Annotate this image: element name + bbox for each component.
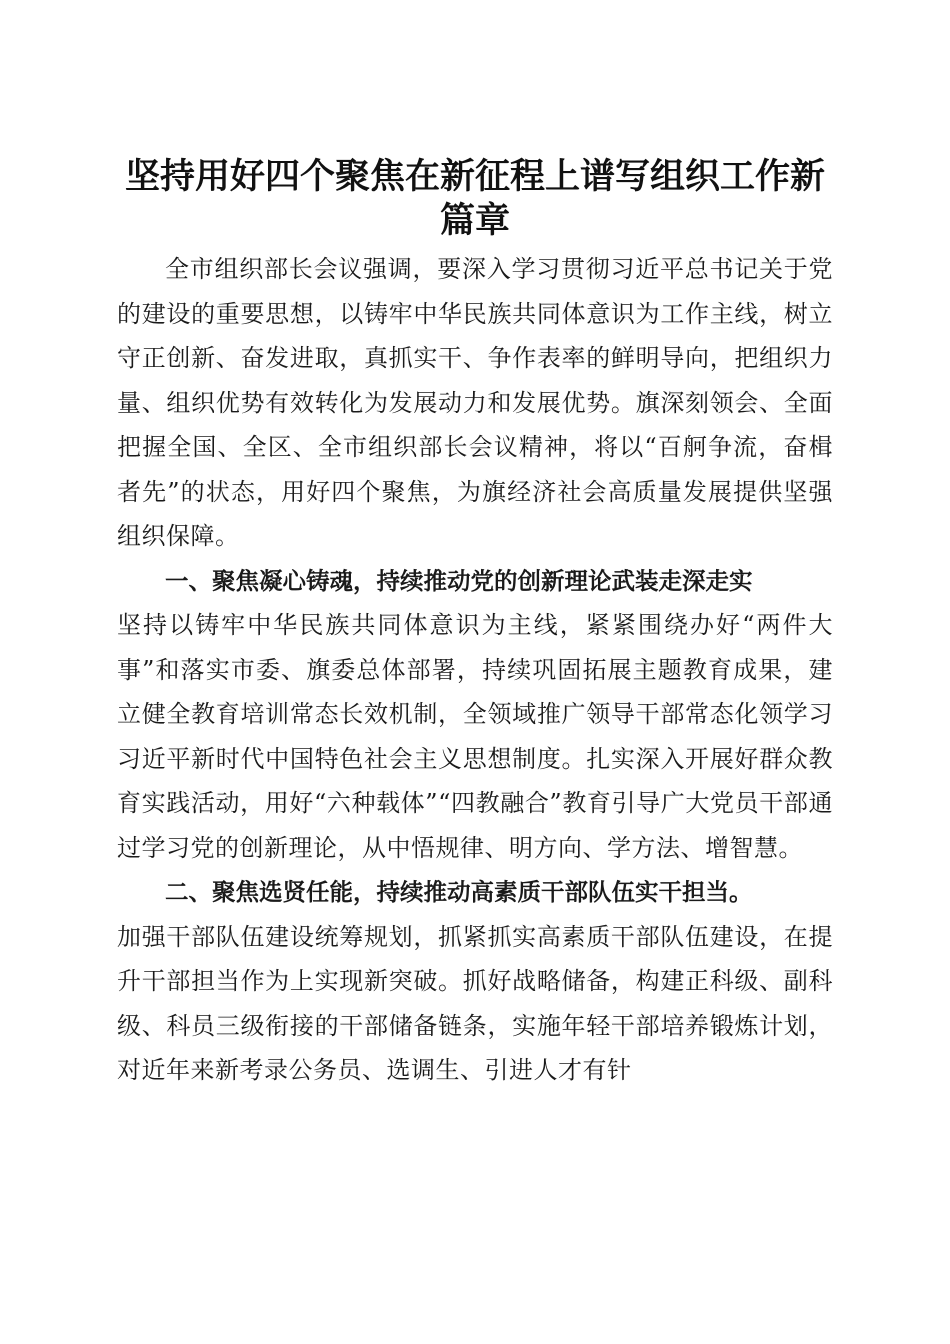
section-1-paragraph: 坚持以铸牢中华民族共同体意识为主线，紧紧围绕办好“两件大事”和落实市委、旗委总体部署，持续巩固拓展主题教育成果，建立健全教育培训常态长效机制，全领域推广领导干部常态化领学习习近平新时代中国特色社会主义思想制度。扎实深入开展好群众教育实践活动，用好“六种载体”“四教融合”教育引导广大党员干部通过学习党的创新理论，从中悟规律、明方向、学方法、增智慧。 [117,611,833,862]
section-2-heading: 二、聚焦选贤任能，持续推动高素质干部队伍实干担当。 [165,878,753,906]
section-2-paragraph: 加强干部队伍建设统筹规划，抓紧抓实高素质干部队伍建设，在提升干部担当作为上实现新突破。抓好战略储备，构建正科级、副科级、科员三级衔接的干部储备链条，实施年轻干部培养锻炼计划，对近年来新考录公务员、选调生、引进人才有针 [117,922,833,1084]
document-title: 坚持用好四个聚焦在新征程上谱写组织工作新篇章 [124,157,825,242]
intro-paragraph: 全市组织部长会议强调，要深入学习贯彻习近平总书记关于党的建设的重要思想，以铸牢中华民族共同体意识为工作主线，树立守正创新、奋发进取，真抓实干、争作表率的鲜明导向，把组织力量、组织优势有效转化为发展动力和发展优势。旗深刻领会、全面把握全国、全区、全市组织部长会议精神，将以“百舸争流，奋楫者先”的状态，用好四个聚焦，为旗经济社会高质量发展提供坚强组织保障。 [117,255,833,550]
section-1-heading: 一、聚焦凝心铸魂，持续推动党的创新理论武装走深走实 [165,566,753,595]
document-body [117,247,833,1093]
